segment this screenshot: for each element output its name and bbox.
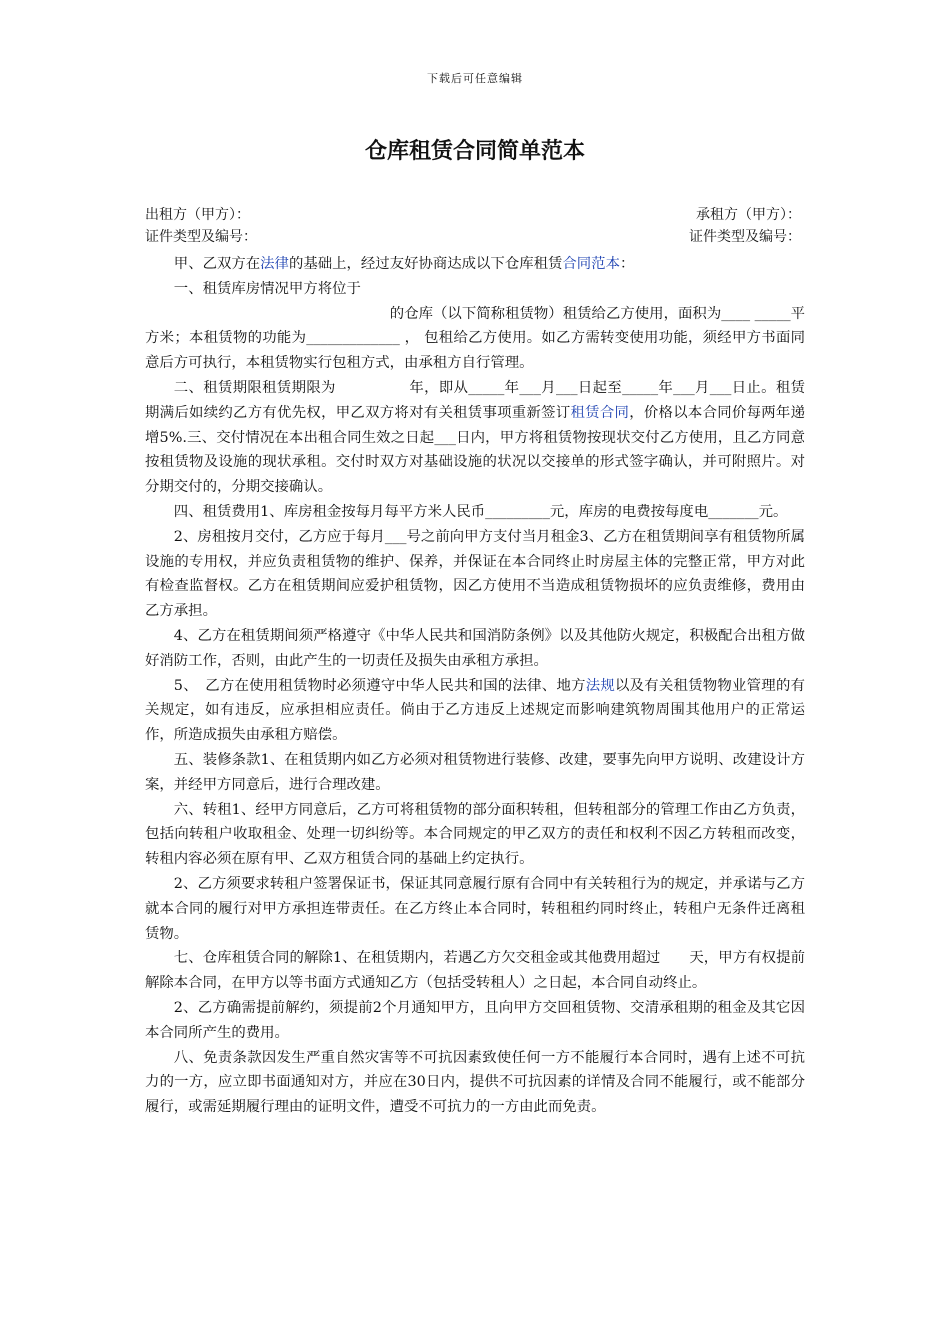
section-6-item-2: 2、乙方须要求转租户签署保证书，保证其同意履行原有合同中有关转租行为的规定，并承诺与乙方就本合同的履行对甲方承担连带责任。在乙方终止本合同时，转租租约同时终止，转租户无条件迁离租赁物。 [145,875,805,942]
section-4-item-2: 2、房租按月交付，乙方应于每月___号之前向甲方支付当月租金3、乙方在租赁期间享有租赁物所属设施的专用权，并应负责租赁物的维护、保养，并保证在本合同终止时房屋主体的完整正常，甲方对此有检查监督权。乙方在租赁期间应爱护租赁物，因乙方使用不当造成租赁物损坏的应负责维修，费用由乙方承担。 [145,528,805,620]
parties-block [145,204,805,248]
document-title: 仓库租赁合同简单范本 [364,138,585,164]
lease-contract-link[interactable]: 租赁合同 [570,404,630,421]
section-4-item-4: 4、乙方在租赁期间须严格遵守《中华人民共和国消防条例》以及其他防火规定，积极配合出租方做好消防工作，否则，由此产生的一切责任及损失由承租方承担。 [145,627,805,669]
contract-template-link[interactable]: 合同范本 [562,256,620,272]
section-1-heading: 一、租赁库房情况甲方将位于 [173,280,361,297]
lessor-label: 出租方（甲方）： [145,207,250,223]
law-link[interactable]: 法律 [260,256,289,272]
header-note: 下载后可任意编辑 [427,72,523,85]
section-4-paragraph: 四、租赁费用1、库房租金按每月每平方米人民币_________元，库房的电费按每度电_______元。 [173,503,788,520]
lessee-id-label: 证件类型及编号： [689,229,801,245]
regulations-link[interactable]: 法规 [585,677,615,694]
lessee-label: 承租方（甲方）： [696,207,801,223]
intro-paragraph: 甲、乙双方在法律的基础上，经过友好协商达成以下仓库租赁合同范本： [173,256,635,272]
section-7-paragraph: 七、仓库租赁合同的解除1、在租赁期内，若遇乙方欠交租金或其他费用超过 天，甲方有权提前解除本合同，在甲方以等书面方式通知乙方（包括受转租人）之日起，本合同自动终止。 [145,950,805,992]
section-1-body: 的仓库（以下简称租赁物）租赁给乙方使用，面积为____ _____平方米；本租赁物的功能为_____________ ， 包租给乙方使用。如乙方需转变使用功能，须经甲方书面同意后方可执行，本租赁物实行包租方式，由承租方自行管理。 [145,305,805,372]
section-2-paragraph: 二、租赁期限租赁期限为 年，即从_____年___月___日起至_____年___月___日止。租赁期满后如续约乙方有优先权，甲乙双方将对有关租赁事项重新签订租赁合同，价格以本合同价每两年递增5%.三、交付情况在本出租合同生效之日起___日内，甲方将租赁物按现状交付乙方使用，且乙方同意按租赁物及设施的现状承租。交付时双方对基础设施的状况以交接单的形式签字确认，并可附照片。对分期交付的，分期交接确认。 [145,379,805,496]
section-7-item-2: 2、乙方确需提前解约，须提前2个月通知甲方，且向甲方交回租赁物、交清承租期的租金及其它因本合同所产生的费用。 [145,999,805,1041]
lessor-id-label: 证件类型及编号： [145,229,257,245]
contract-body [145,252,805,1120]
section-6-paragraph: 六、转租1、经甲方同意后，乙方可将租赁物的部分面积转租，但转租部分的管理工作由乙方负责，包括向转租户收取租金、处理一切纠纷等。本合同规定的甲乙双方的责任和权利不因乙方转租而改变，转租内容必须在原有甲、乙双方租赁合同的基础上约定执行。 [145,801,805,868]
section-8-paragraph: 八、免责条款因发生严重自然灾害等不可抗因素致使任何一方不能履行本合同时，遇有上述不可抗力的一方，应立即书面通知对方，并应在30日内，提供不可抗因素的详情及合同不能履行，或不能部分履行，或需延期履行理由的证明文件，遭受不可抗力的一方由此而免责。 [145,1049,805,1116]
section-5-paragraph: 五、装修条款1、在租赁期内如乙方必须对租赁物进行装修、改建，要事先向甲方说明、改建设计方案，并经甲方同意后，进行合理改建。 [145,751,805,793]
section-4-item-5: 5、 乙方在使用租赁物时必须遵守中华人民共和国的法律、地方法规以及有关租赁物物业管理的有关规定，如有违反，应承担相应责任。倘由于乙方违反上述规定而影响建筑物周围其他用户的正常运作，所造成损失由承租方赔偿。 [145,677,805,744]
